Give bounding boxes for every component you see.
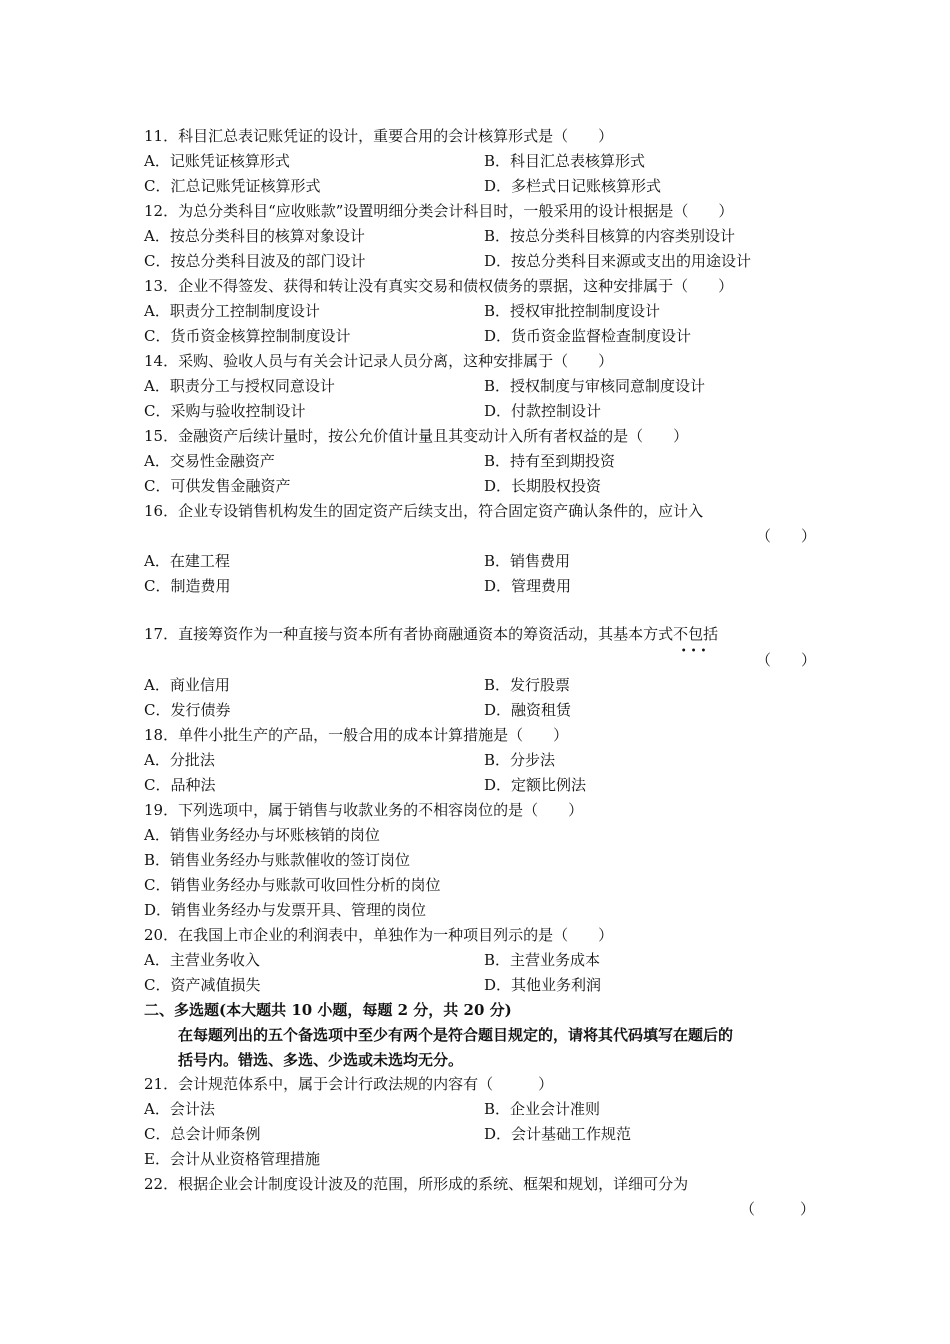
section-2-title: 二、多选题(本大题共 10 小题，每题 2 分，共 20 分)	[144, 1001, 512, 1019]
question-21-options-row2	[144, 1124, 632, 1144]
question-18-options-row2	[144, 775, 587, 795]
q21-option-c: C．总会计师条例	[144, 1125, 261, 1143]
question-13-options-row1	[144, 301, 661, 321]
question-12-options-row1	[144, 226, 736, 246]
question-21-stem: 21．会计规范体系中，属于会计行政法规的内容有（ ）	[144, 1075, 554, 1093]
question-13-options-row2	[144, 326, 692, 346]
question-15-options-row2	[144, 476, 602, 496]
question-12-stem: 12．为总分类科目“应收账款”设置明细分类会计科目时，一般采用的设计根据是（ ）	[144, 202, 734, 220]
q13-option-a: A．职责分工控制制度设计	[144, 302, 320, 320]
q15-option-d: D．长期股权投资	[484, 477, 602, 495]
q12-option-b: B．按总分类科目核算的内容类别设计	[484, 227, 736, 245]
q13-option-c: C．货币资金核算控制制度设计	[144, 327, 351, 345]
question-14-stem: 14．采购、验收人员与有关会计记录人员分离，这种安排属于（ ）	[144, 352, 614, 370]
question-17-options-row1	[144, 675, 571, 695]
section-2-instructions-line2: 括号内。错选、多选、少选或未选均无分。	[178, 1051, 464, 1069]
question-17-stem	[144, 624, 719, 657]
q11-option-c: C．汇总记账凭证核算形式	[144, 177, 321, 195]
question-20-options-row1	[144, 950, 601, 970]
q21-option-e: E．会计从业资格管理措施	[144, 1150, 320, 1168]
q17-option-d: D．融资租赁	[484, 701, 572, 719]
q21-option-b: B．企业会计准则	[484, 1100, 601, 1118]
question-18-options-row1	[144, 750, 556, 770]
question-17-answer-paren: （ ）	[756, 651, 817, 669]
q11-option-b: B．科目汇总表核算形式	[484, 152, 646, 170]
q18-option-c: C．品种法	[144, 776, 216, 794]
question-16-answer-paren: （ ）	[756, 527, 817, 545]
q19-option-d: D．销售业务经办与发票开具、管理的岗位	[144, 901, 427, 919]
question-13-stem: 13．企业不得签发、获得和转让没有真实交易和债权债务的票据，这种安排属于（ ）	[144, 277, 734, 295]
question-14-options-row2	[144, 401, 602, 421]
question-15-stem: 15．金融资产后续计量时，按公允价值计量且其变动计入所有者权益的是（ ）	[144, 427, 689, 445]
q21-option-d: D．会计基础工作规范	[484, 1125, 632, 1143]
q20-option-a: A．主营业务收入	[144, 951, 260, 969]
q20-option-c: C．资产减值损失	[144, 976, 261, 994]
question-18-stem: 18．单件小批生产的产品，一般合用的成本计算措施是（ ）	[144, 726, 569, 744]
question-19-stem: 19．下列选项中，属于销售与收款业务的不相容岗位的是（ ）	[144, 801, 584, 819]
q17-option-a: A．商业信用	[144, 676, 230, 694]
q21-option-a: A．会计法	[144, 1100, 215, 1118]
q14-option-b: B．授权制度与审核同意制度设计	[484, 377, 706, 395]
question-16-options-row1	[144, 551, 571, 571]
question-20-stem: 20．在我国上市企业的利润表中，单独作为一种项目列示的是（ ）	[144, 926, 614, 944]
q11-option-d: D．多栏式日记账核算形式	[484, 177, 662, 195]
question-22-stem: 22．根据企业会计制度设计波及的范围，所形成的系统、框架和规划，详细可分为	[144, 1175, 689, 1193]
q19-option-b: B．销售业务经办与账款催收的签订岗位	[144, 851, 411, 869]
q16-option-c: C．制造费用	[144, 577, 231, 595]
question-14-options-row1	[144, 376, 706, 396]
q11-option-a: A．记账凭证核算形式	[144, 152, 290, 170]
q16-option-d: D．管理费用	[484, 577, 572, 595]
q14-option-c: C．采购与验收控制设计	[144, 402, 306, 420]
q19-option-c: C．销售业务经办与账款可收回性分析的岗位	[144, 876, 441, 894]
q18-option-b: B．分步法	[484, 751, 556, 769]
q17-option-c: C．发行债券	[144, 701, 231, 719]
q20-option-d: D．其他业务利润	[484, 976, 602, 994]
q18-option-a: A．分批法	[144, 751, 215, 769]
question-21-options-row1	[144, 1099, 601, 1119]
q17-option-b: B．发行股票	[484, 676, 571, 694]
q20-option-b: B．主营业务成本	[484, 951, 601, 969]
q12-option-d: D．按总分类科目来源或支出的用途设计	[484, 252, 752, 270]
q14-option-d: D．付款控制设计	[484, 402, 602, 420]
question-22-answer-paren: （ ）	[740, 1200, 816, 1218]
section-2-instructions-line1: 在每题列出的五个备选项中至少有两个是符合题目规定的，请将其代码填写在题后的	[178, 1026, 734, 1044]
q13-option-d: D．货币资金监督检查制度设计	[484, 327, 692, 345]
q13-option-b: B．授权审批控制制度设计	[484, 302, 661, 320]
q15-option-b: B．持有至到期投资	[484, 452, 616, 470]
q17-emphasis-text: 不包括	[673, 625, 719, 643]
q16-option-b: B．销售费用	[484, 552, 571, 570]
q15-option-a: A．交易性金融资产	[144, 452, 275, 470]
question-12-options-row2	[144, 251, 752, 271]
q12-option-c: C．按总分类科目波及的部门设计	[144, 252, 366, 270]
question-16-options-row2	[144, 576, 572, 596]
emphasis-dots-icon: •••	[680, 646, 711, 657]
question-11-options-row1	[144, 151, 646, 171]
q12-option-a: A．按总分类科目的核算对象设计	[144, 227, 365, 245]
q15-option-c: C．可供发售金融资产	[144, 477, 291, 495]
q19-option-a: A．销售业务经办与坏账核销的岗位	[144, 826, 380, 844]
q16-option-a: A．在建工程	[144, 552, 230, 570]
question-11-options-row2	[144, 176, 662, 196]
q17-stem-text: 17．直接筹资作为一种直接与资本所有者协商融通资本的筹资活动，其基本方式	[144, 625, 674, 643]
question-15-options-row1	[144, 451, 616, 471]
question-11-stem: 11．科目汇总表记账凭证的设计，重要合用的会计核算形式是（ ）	[144, 127, 614, 145]
q14-option-a: A．职责分工与授权同意设计	[144, 377, 335, 395]
q17-emphasis	[673, 625, 719, 657]
q18-option-d: D．定额比例法	[484, 776, 587, 794]
question-20-options-row2	[144, 975, 602, 995]
question-17-options-row2	[144, 700, 572, 720]
question-16-stem: 16．企业专设销售机构发生的固定资产后续支出，符合固定资产确认条件的，应计入	[144, 502, 704, 520]
